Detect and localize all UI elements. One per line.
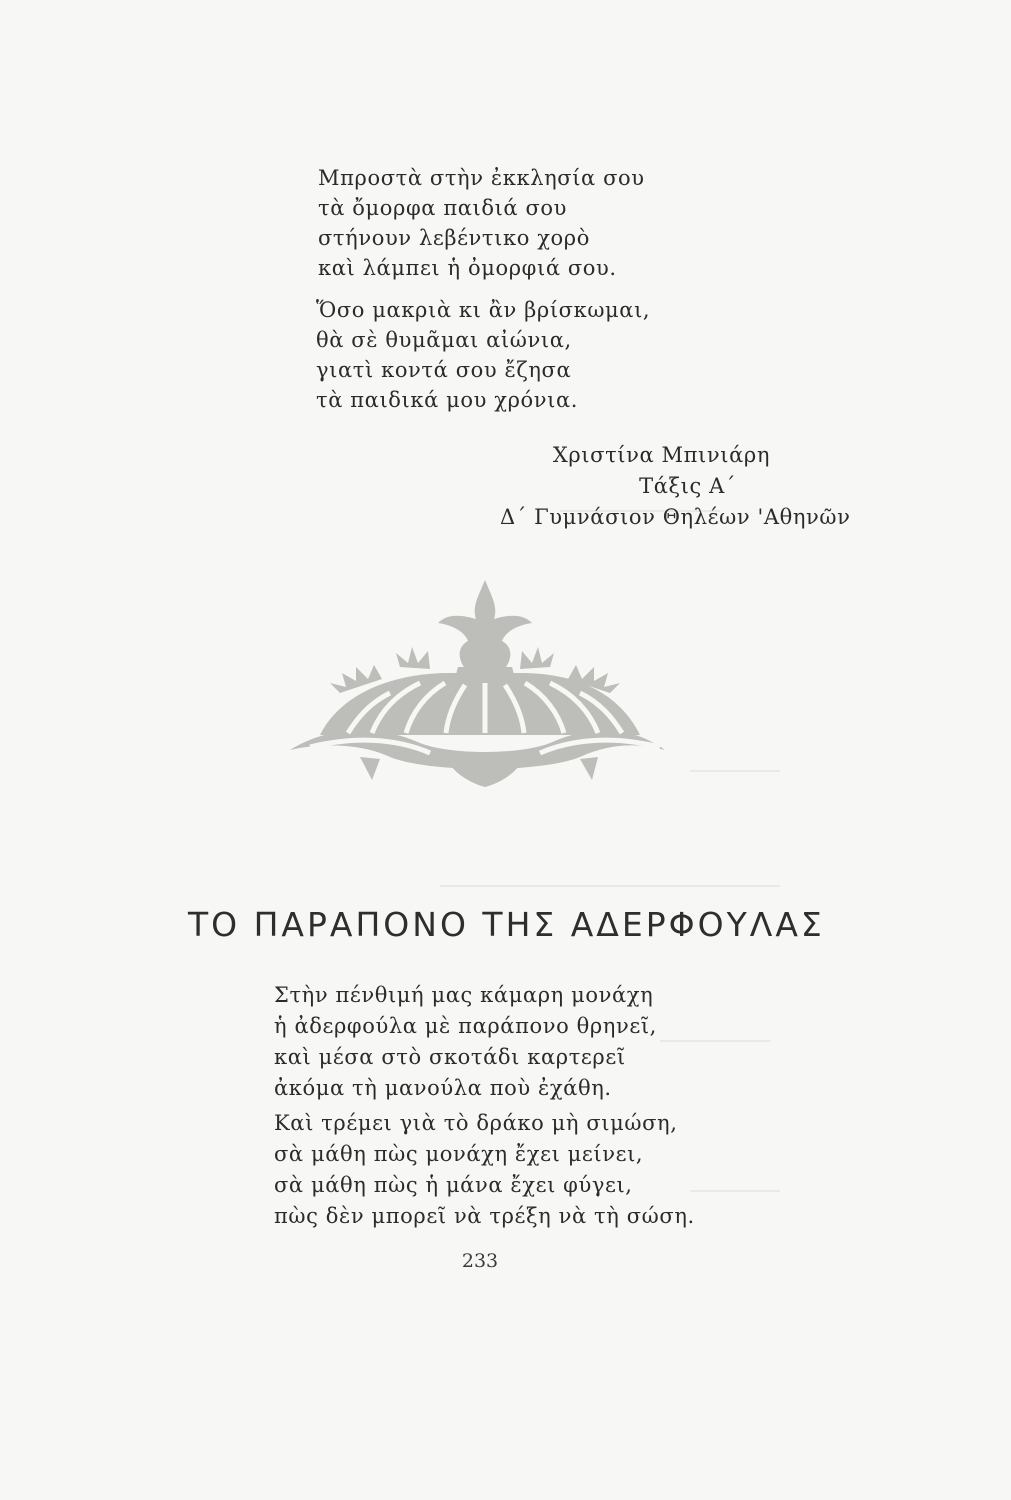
bleed-mark [690,1190,780,1192]
verse-line: Στὴν πένθιμή μας κάμαρη μονάχη [274,983,654,1007]
verse-line: σὰ μάθη πὼς ἡ μάνα ἔχει φύγει, [274,1173,633,1197]
verse-line: γιατὶ κοντά σου ἔζησα [316,358,572,382]
verse-line: τὰ ὄμορφα παιδιά σου [318,196,568,220]
verse-line: Καὶ τρέμει γιὰ τὸ δράκο μὴ σιμώση, [274,1111,678,1135]
verse-line: ἡ ἀδερφούλα μὲ παράπονο θρηνεῖ, [274,1014,657,1038]
verse-line: καὶ μέσα στὸ σκοτάδι καρτερεῖ [274,1045,626,1069]
author-signature [500,440,851,533]
poem-title: ΤΟ ΠΑΡΑΠΟΝΟ ΤΗΣ ΑΔΕΡΦΟΥΛΑΣ [188,905,825,944]
verse-line: σὰ μάθη πὼς μονάχη ἔχει μείνει, [274,1142,644,1166]
bleed-mark [440,885,780,887]
verse-line: στήνουν λεβέντικο χορὸ [318,226,590,250]
author-name: Χριστίνα Μπινιάρη [552,443,770,467]
verse-line: τὰ παιδικά μου χρόνια. [316,388,579,412]
verse-line: πὼς δὲν μπορεῖ νὰ τρέξη νὰ τὴ σώση. [274,1204,695,1228]
verse-line: Μπροστὰ στὴν ἐκκλησία σου [318,166,645,190]
page-number: 233 [461,1250,499,1272]
poem-1-stanza-2 [316,295,650,415]
poem-2-stanza-1 [274,980,657,1104]
poem-1-stanza-1 [318,163,645,283]
author-school: Δ΄ Γυμνάσιον Θηλέων 'Αθηνῶν [500,505,851,529]
verse-line: θὰ σὲ θυμᾶμαι αἰώνια, [316,328,572,352]
verse-line: ἀκόμα τὴ μανούλα ποὺ ἐχάθη. [274,1076,612,1100]
floral-ornament-icon [280,575,670,790]
bleed-mark [660,1040,770,1042]
author-class: Τάξις Α΄ [639,474,736,498]
verse-line: Ὅσο μακριὰ κι ἂν βρίσκωμαι, [316,298,651,322]
verse-line: καὶ λάμπει ἡ ὀμορφιά σου. [318,256,617,280]
poem-2-stanza-2 [274,1108,695,1232]
bleed-mark [690,770,780,772]
